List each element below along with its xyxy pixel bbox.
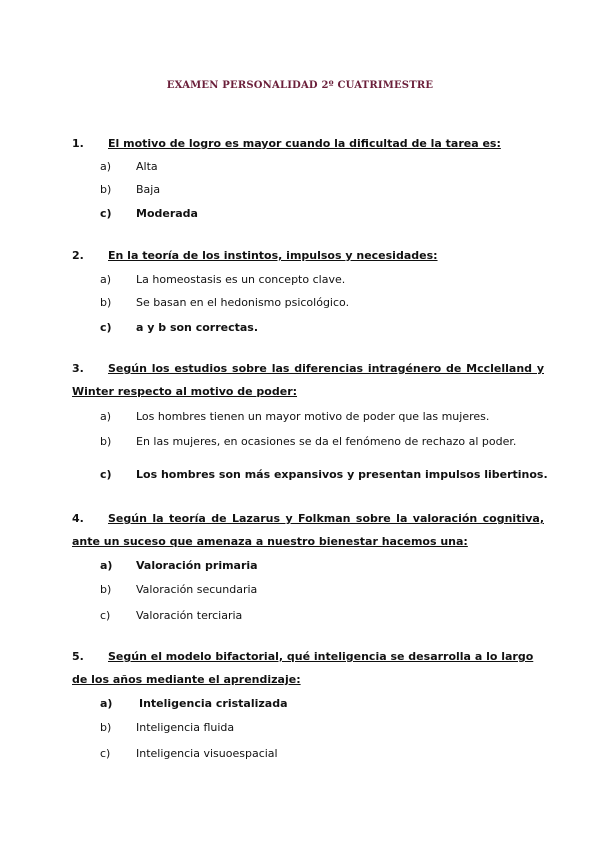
option-text: Inteligencia fluida [136, 721, 235, 734]
option-text: Valoración secundaria [136, 583, 258, 596]
option-1c-correct [100, 206, 198, 222]
option-letter: b) [100, 296, 112, 309]
option-text: Valoración primaria [136, 559, 258, 572]
option-4b [100, 582, 257, 598]
option-text: Valoración terciaria [136, 609, 243, 622]
option-letter: b) [100, 435, 112, 448]
option-letter: b) [100, 583, 112, 596]
option-2b [100, 295, 349, 311]
question-text: El motivo de logro es mayor cuando la dificultad de la tarea es: [108, 137, 501, 150]
option-3c-correct [100, 467, 548, 483]
option-text: Se basan en el hedonismo psicológico. [136, 296, 350, 309]
question-4 [72, 507, 544, 553]
option-5b [100, 720, 234, 736]
option-letter: c) [100, 747, 111, 760]
option-text: Los hombres tienen un mayor motivo de poder que las mujeres. [136, 410, 490, 423]
question-1 [72, 132, 544, 155]
question-text: Según la teoría de Lazarus y Folkman sobre la valoración cognitiva, ante un suceso que amenaza a nuestro bienestar hacemos una: [72, 512, 544, 548]
option-text: a y b son correctas. [136, 321, 259, 334]
option-2c-correct [100, 320, 258, 336]
option-5c [100, 746, 278, 762]
option-letter: a) [100, 559, 113, 572]
option-letter: a) [100, 273, 112, 286]
option-text: Moderada [136, 207, 198, 220]
option-letter: a) [100, 410, 112, 423]
option-3a [100, 409, 489, 425]
option-letter: b) [100, 721, 112, 734]
option-text: Los hombres son más expansivos y presentan impulsos libertinos. [136, 468, 548, 481]
question-number: 2. [72, 249, 84, 262]
option-text: La homeostasis es un concepto clave. [136, 273, 346, 286]
option-letter: c) [100, 609, 111, 622]
option-1b [100, 182, 160, 198]
option-text: Inteligencia visuoespacial [136, 747, 278, 760]
option-letter: c) [100, 207, 112, 220]
option-1a [100, 159, 158, 175]
question-text: En la teoría de los instintos, impulsos y necesidades: [108, 249, 438, 262]
option-letter: a) [100, 160, 112, 173]
option-4c [100, 608, 242, 624]
question-number: 3. [72, 362, 84, 375]
question-text: Según el modelo bifactorial, qué inteligencia se desarrolla a lo largo de los años mediante el aprendizaje: [72, 650, 534, 686]
question-number: 4. [72, 512, 84, 525]
question-3 [72, 357, 544, 403]
option-text: Alta [136, 160, 158, 173]
question-number: 5. [72, 650, 84, 663]
option-5a-correct [100, 696, 288, 712]
option-letter: c) [100, 468, 112, 481]
question-5 [72, 645, 544, 691]
question-2 [72, 244, 544, 267]
question-number: 1. [72, 137, 84, 150]
option-3b [100, 434, 516, 450]
option-letter: c) [100, 321, 112, 334]
option-letter: a) [100, 697, 113, 710]
option-text: Baja [136, 183, 161, 196]
question-text: Según los estudios sobre las diferencias intragénero de Mcclelland y Winter respecto al motivo de poder: [72, 362, 544, 398]
option-text: Inteligencia cristalizada [139, 697, 288, 710]
option-2a [100, 272, 345, 288]
option-4a-correct [100, 558, 258, 574]
option-text: En las mujeres, en ocasiones se da el fenómeno de rechazo al poder. [136, 435, 517, 448]
option-letter: b) [100, 183, 112, 196]
exam-title: EXAMEN PERSONALIDAD 2º CUATRIMESTRE [166, 80, 434, 91]
